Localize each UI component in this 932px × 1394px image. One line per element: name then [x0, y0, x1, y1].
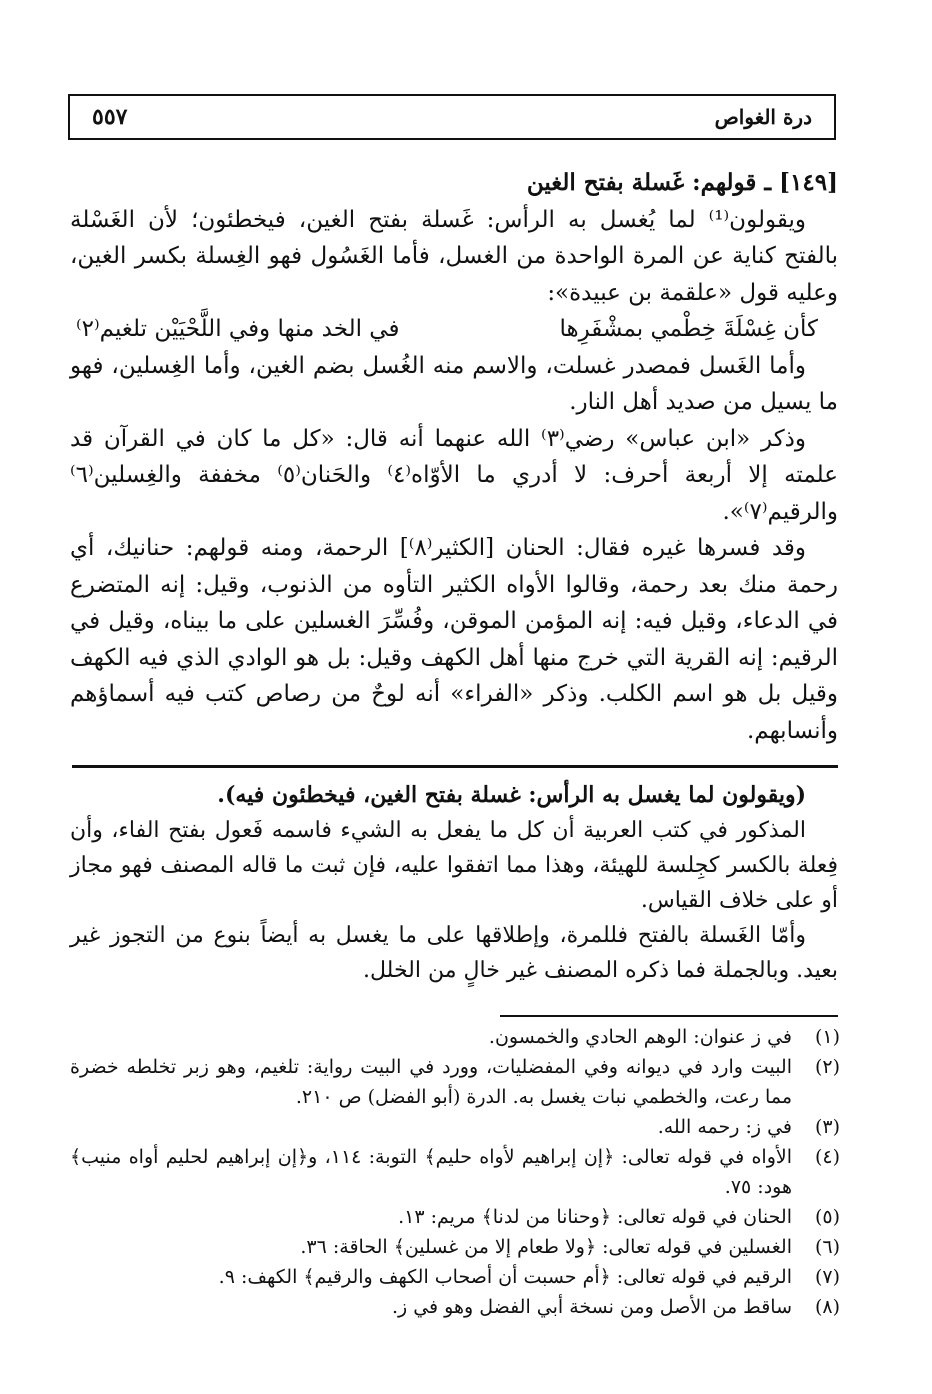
footnote-text: الغسلين في قوله تعالى: ﴿ولا طعام إلا من غسلين﴾ الحاقة: ٣٦.: [300, 1236, 792, 1258]
footnote-text: ساقط من الأصل ومن نسخة أبي الفضل وهو في ز.: [391, 1296, 792, 1318]
footnote-text: الأواه في قوله تعالى: ﴿إن إبراهيم لأواه حليم﴾ التوبة: ١١٤، و﴿إن إبراهيم لحليم أواه منيب﴾ هود: ٧٥.: [70, 1146, 792, 1198]
running-title: درة الغواص: [714, 105, 812, 129]
page-number: ٥٥٧: [92, 104, 128, 130]
running-header: [68, 94, 836, 140]
main-paragraph-1: ويقولون⁽¹⁾ لما يُغسل به الرأس: غَسلة بفتح الغين، فيخطئون؛ لأن الغَسْلة بالفتح كناية عن المرة الواحدة من الغسل، فأما الغَسُول فهو الغِسلة بكسر الغين، وعليه قول «علقمة بن عبيدة»:: [70, 206, 838, 306]
main-separator-rule: [72, 765, 838, 768]
main-paragraph-3: وذكر «ابن عباس» رضي⁽٣⁾ الله عنهما أنه قال: «كل ما كان في القرآن قد علمته إلا أربعة أحرف: لا أدري ما الأوّاه⁽٤⁾ والحَنان⁽٥⁾ مخففة والغِسلين⁽٦⁾ والرقيم⁽٧⁾».: [70, 425, 838, 525]
footnote-text: الحنان في قوله تعالى: ﴿وحنانا من لدنا﴾ مريم: ١٣.: [398, 1206, 792, 1228]
footnote-number: (٤): [814, 1146, 840, 1168]
footnote-item: [70, 1202, 840, 1232]
footnote-text: البيت وارد في ديوانه وفي المفضليات، وورد في البيت رواية: تلغيم، وهو زبر تخلطه خضرة مما رعت، والخطمي نبات يغسل به. الدرة (أبو الفضل) ص ٢١٠.: [70, 1056, 792, 1108]
footnotes: [70, 1022, 840, 1322]
footnote-text: الرقيم في قوله تعالى: ﴿أم حسبت أن أصحاب الكهف والرقيم﴾ الكهف: ٩.: [218, 1266, 792, 1288]
footnote-text: في ز عنوان: الوهم الحادي والخمسون.: [488, 1026, 792, 1048]
footnote-number: (٧): [814, 1266, 840, 1288]
main-paragraph-4: وقد فسرها غيره فقال: الحنان [الكثير⁽٨⁾] الرحمة، ومنه قولهم: حنانيك، أي رحمة منك بعد رحمة، وقالوا الأواه الكثير التأوه من الذنوب، وقيل: إنه المتضرع في الدعاء، وقيل فيه: إنه المؤمن الموقن، وفُسِّرَ الغسلين على ما بيناه، وقيل في الرقيم: إنه القرية التي خرج منها أهل الكهف وقيل: بل هو الوادي الذي فيه الكهف وقيل بل هو اسم الكلب. وذكر «الفراء» أنه لوحٌ من رصاص كتب فيه أسماؤهم وأنسابهم.: [70, 535, 838, 744]
commentary-heading: (ويقولون لما يغسل به الرأس: غسلة بفتح الغين، فيخطئون فيه).: [217, 782, 806, 808]
main-paragraph-2: وأما الغَسل فمصدر غسلت، والاسم منه الغُسل بضم الغين، وأما الغِسلين، فهو ما يسيل من صديد أهل النار.: [70, 352, 838, 415]
footnote-number: (١): [814, 1026, 840, 1048]
footnote-item: [70, 1262, 840, 1292]
footnote-separator-rule: [500, 1015, 838, 1017]
main-text: [70, 165, 838, 749]
footnote-number: (٢): [814, 1056, 840, 1078]
footnote-number: (٥): [814, 1206, 840, 1228]
footnote-item: [70, 1232, 840, 1262]
footnote-item: [70, 1142, 840, 1202]
footnote-number: (٨): [814, 1296, 840, 1318]
section-title: [١٤٩] ـ قولهم: غَسلة بفتح الغين: [526, 169, 838, 196]
commentary-paragraph-1: المذكور في كتب العربية أن كل ما يفعل به الشيء فاسمه فَعول بفتح الفاء، وأن فِعلة بالكسر كجِلسة للهيئة، وهذا مما اتفقوا عليه، فإن ثبت ما قاله المصنف فهو مجاز أو على خلاف القياس.: [70, 818, 838, 913]
footnote-item: [70, 1022, 840, 1052]
footnote-text: في ز: رحمه الله.: [657, 1116, 792, 1138]
footnote-number: (٣): [814, 1116, 840, 1138]
footnote-item: [70, 1112, 840, 1142]
poetry-verse: [70, 311, 838, 348]
verse-second-hemistich: في الخد منها وفي اللَّحْيَيْن تلغيم⁽٢⁾: [76, 316, 400, 342]
commentary-paragraph-2: وأمّا الغَسلة بالفتح فللمرة، وإطلاقها على ما يغسل به أيضاً بنوع من التجوز غير بعيد. وبالجملة فما ذكره المصنف غير خالٍ من الخلل.: [70, 923, 838, 983]
footnote-number: (٦): [814, 1236, 840, 1258]
verse-first-hemistich: كأن غِسْلَةَ خِطْمي بمشْفَرِها: [559, 316, 818, 342]
commentary-block: [70, 778, 838, 988]
footnote-item: [70, 1052, 840, 1112]
footnote-item: [70, 1292, 840, 1322]
